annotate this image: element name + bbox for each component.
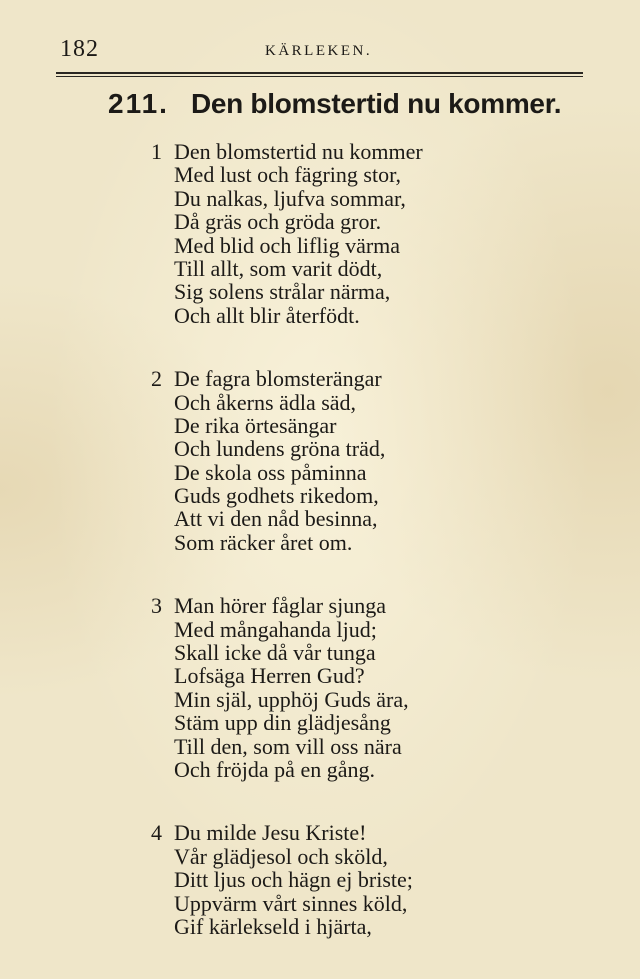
verse-line: Stäm upp din glädjesång [174,710,391,736]
verse-line: Som räcker året om. [174,529,353,555]
verse-line: Att vi den nåd besinna, [174,506,378,532]
verse-line: Min själ, upphöj Guds ära, [174,686,409,712]
verse-line: Till den, som vill oss nära [174,733,402,759]
verse-line-text: Man hörer fåglar sjunga [174,593,386,619]
verse-line-text: Den blomstertid nu kommer [174,139,423,164]
verse-line: Ditt ljus och hägn ej briste; [174,867,413,893]
verse-line: Med mångahanda ljud; [174,616,377,642]
verse-line: Med lust och fägring stor, [174,162,402,188]
hymn-title: Den blomstertid nu kommer. [190,88,562,119]
verse-line [150,140,620,163]
verse-4 [150,821,620,938]
verse-line: Skall icke då vår tunga [174,640,376,666]
verse-list [150,140,620,978]
verse-line: Guds godhets rikedom, [174,483,379,509]
page-header [60,36,582,66]
verse-line: Då gräs och gröda gror. [174,209,382,235]
verse-line: Gif kärlekseld i hjärta, [174,913,372,939]
verse-2 [150,367,620,554]
header-rule-thin [56,76,583,77]
verse-line: Och allt blir återfödt. [174,302,360,328]
verse-line: Och lundens gröna träd, [174,436,386,462]
verse-line: Och fröjda på en gång. [174,756,375,782]
verse-line: Och åkerns ädla säd, [174,389,357,415]
verse-line: Lofsäga Herren Gud? [174,663,365,689]
verse-number: 4 [151,820,162,846]
verse-line: Med blid och liflig värma [174,232,401,258]
verse-line-text: Du milde Jesu Kriste! [174,820,367,846]
verse-line: De rika örtesängar [174,412,337,438]
hymn-heading [108,88,578,128]
verse-line-text: De fagra blomsterängar [174,366,382,392]
verse-number: 1 [151,139,162,164]
verse-line [150,367,620,390]
verse-1 [150,140,620,327]
verse-line: De skola oss påminna [174,459,367,485]
page-number: 182 [60,36,99,62]
verse-line [150,594,620,617]
verse-line: Sig solens strålar närma, [174,279,391,305]
verse-line: Till allt, som varit dödt, [174,255,383,281]
verse-3 [150,594,620,781]
verse-line: Uppvärm vårt sinnes köld, [174,890,408,916]
header-rule [56,72,583,74]
running-head: KÄRLEKEN. [265,43,373,59]
verse-line: Vår glädjesol och sköld, [174,843,388,869]
verse-line [150,821,620,844]
hymn-number: 211. [108,88,169,119]
verse-line: Du nalkas, ljufva sommar, [174,185,406,211]
verse-number: 3 [151,593,162,619]
verse-number: 2 [151,366,162,392]
